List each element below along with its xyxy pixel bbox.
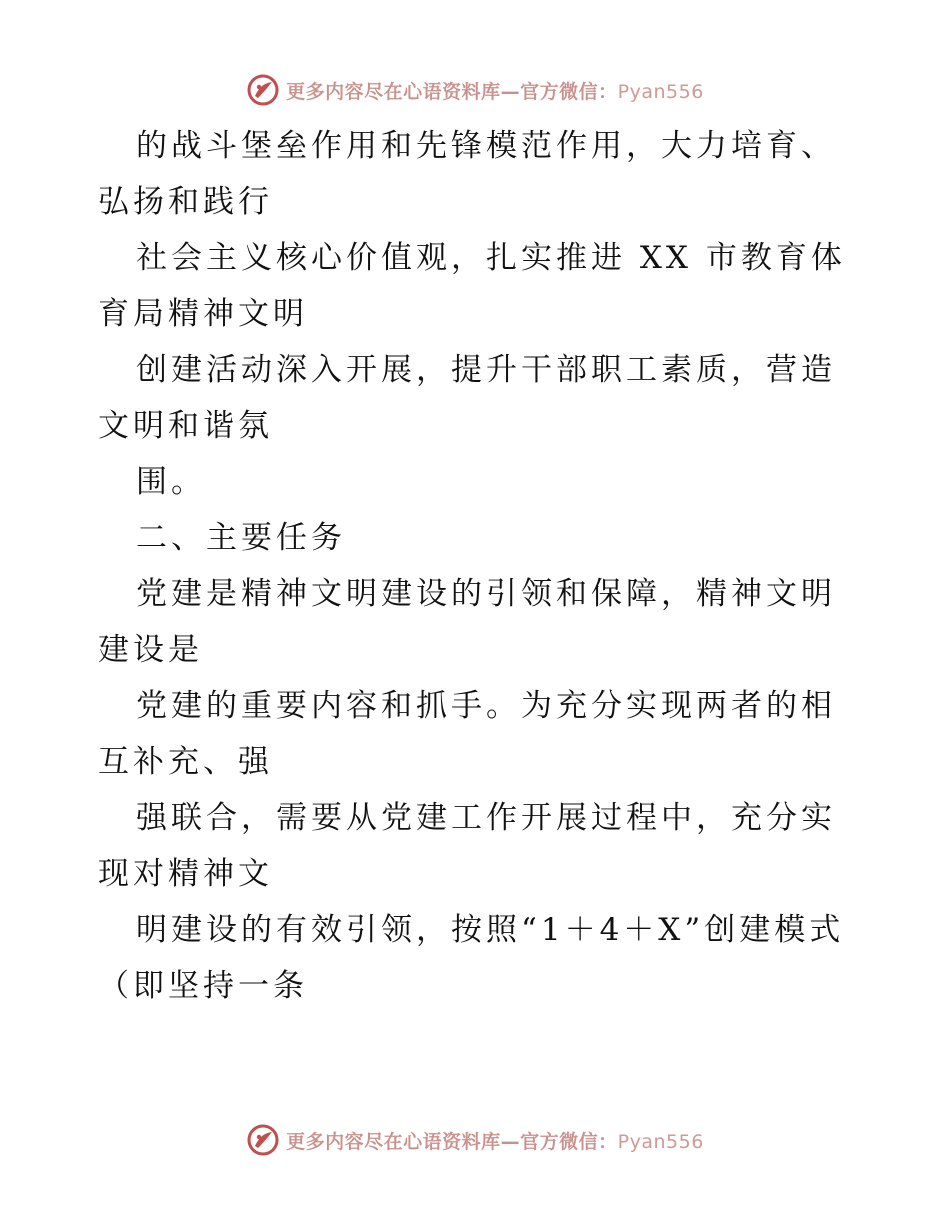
watermark-wechat-id: Pyan556 bbox=[617, 1130, 704, 1153]
document-body bbox=[98, 118, 858, 1014]
watermark-text: 更多内容尽在心语资料库—官方微信：Pyan556 bbox=[286, 1130, 704, 1153]
paragraph: 强联合，需要从党建工作开展过程中，充分实现对精神文 bbox=[98, 800, 836, 892]
paragraph: 创建活动深入开展，提升干部职工素质，营造文明和谐氛 bbox=[98, 352, 836, 444]
section-heading: 二、主要任务 bbox=[136, 520, 346, 556]
paragraph: 明建设的有效引领，按照“1＋4＋X”创建模式（即坚持一条 bbox=[98, 912, 845, 1004]
paragraph: 党建的重要内容和抓手。为充分实现两者的相互补充、强 bbox=[98, 688, 836, 780]
footer-watermark bbox=[0, 1120, 950, 1160]
header-watermark bbox=[0, 70, 950, 110]
paragraph: 的战斗堡垒作用和先锋模范作用，大力培育、弘扬和践行 bbox=[98, 128, 836, 220]
watermark-text: 更多内容尽在心语资料库—官方微信：Pyan556 bbox=[286, 80, 704, 103]
paragraph: 社会主义核心价值观，扎实推进 XX 市教育体育局精神文明 bbox=[98, 240, 846, 332]
watermark-wechat-id: Pyan556 bbox=[617, 80, 704, 103]
paragraph: 党建是精神文明建设的引领和保障，精神文明建设是 bbox=[98, 576, 836, 668]
red-brush-seal-icon bbox=[246, 1123, 280, 1157]
paragraph: 围。 bbox=[136, 464, 206, 500]
red-brush-seal-icon bbox=[246, 73, 280, 107]
